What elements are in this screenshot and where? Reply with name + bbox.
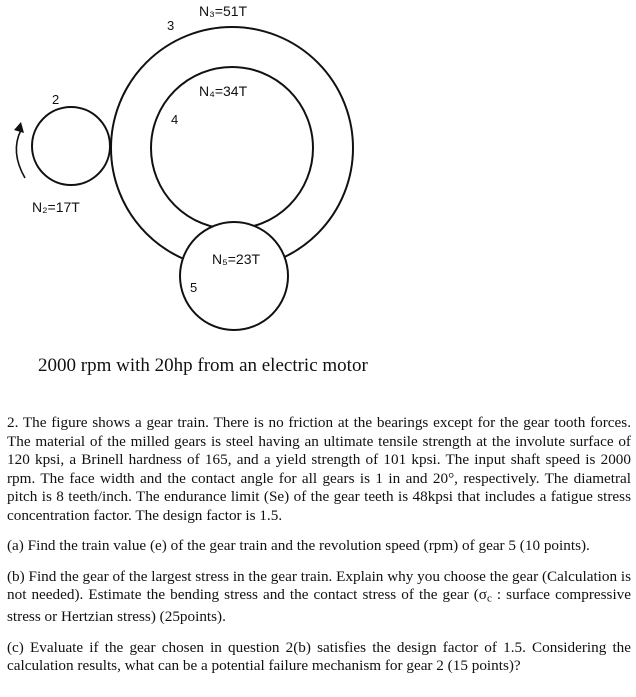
gear-2-circle xyxy=(32,107,110,185)
rotation-arrow-icon xyxy=(16,130,25,178)
problem-text xyxy=(7,414,631,688)
problem-part-b xyxy=(7,568,631,627)
problem-part-a: (a) Find the train value (e) of the gear train and the revolution speed (rpm) of gear 5 (10 points). xyxy=(7,537,590,554)
gear-3-number: 3 xyxy=(167,18,175,33)
gear-5-number: 5 xyxy=(190,280,198,295)
gear-2-number: 2 xyxy=(52,92,60,107)
gear-3-teeth-label: N₃=51T xyxy=(199,3,248,19)
sigma-subscript: c xyxy=(487,592,492,605)
motor-caption: 2000 rpm with 20hp from an electric motor xyxy=(38,355,368,376)
rotation-arrow-head-icon xyxy=(14,122,24,133)
gear-4-teeth-label: N₄=34T xyxy=(199,83,248,99)
part-b-text: (b) Find the gear of the largest stress in the gear train. Explain why you choose the gear (Calculation is not needed). Estimate the bending stress and the contact stress of the gear (σ xyxy=(7,567,631,603)
gear-2-teeth-label: N₂=17T xyxy=(32,199,80,215)
gear-5-teeth-label: N₅=23T xyxy=(212,251,261,267)
gear-5-circle xyxy=(180,222,288,330)
problem-intro: 2. The figure shows a gear train. There is no friction at the bearings except for the gear tooth forces. The material of the milled gears is steel having an ultimate tensile strength at the involute surface of 120 kpsi, a Brinell hardness of 165, and a yield strength of 101 kpsi. The input shaft speed is 2000 rpm. The face width and the contact angle for all gears is 1 in and 20°, respectively. The diametral pitch is 8 teeth/inch. The endurance limit (Se) of the gear teeth is 48kpsi that includes a fatigue stress concentration factor. The design factor is 1.5. xyxy=(7,414,631,524)
problem-part-c: (c) Evaluate if the gear chosen in question 2(b) satisfies the design factor of 1.5. Considering the calculation results, what can be a potential failure mechanism for gear 2 (15 points)? xyxy=(7,638,631,675)
part-b-text-end: : surface compressive stress or Hertzian stress) (25points). xyxy=(7,586,631,626)
gear-4-number: 4 xyxy=(171,112,179,127)
